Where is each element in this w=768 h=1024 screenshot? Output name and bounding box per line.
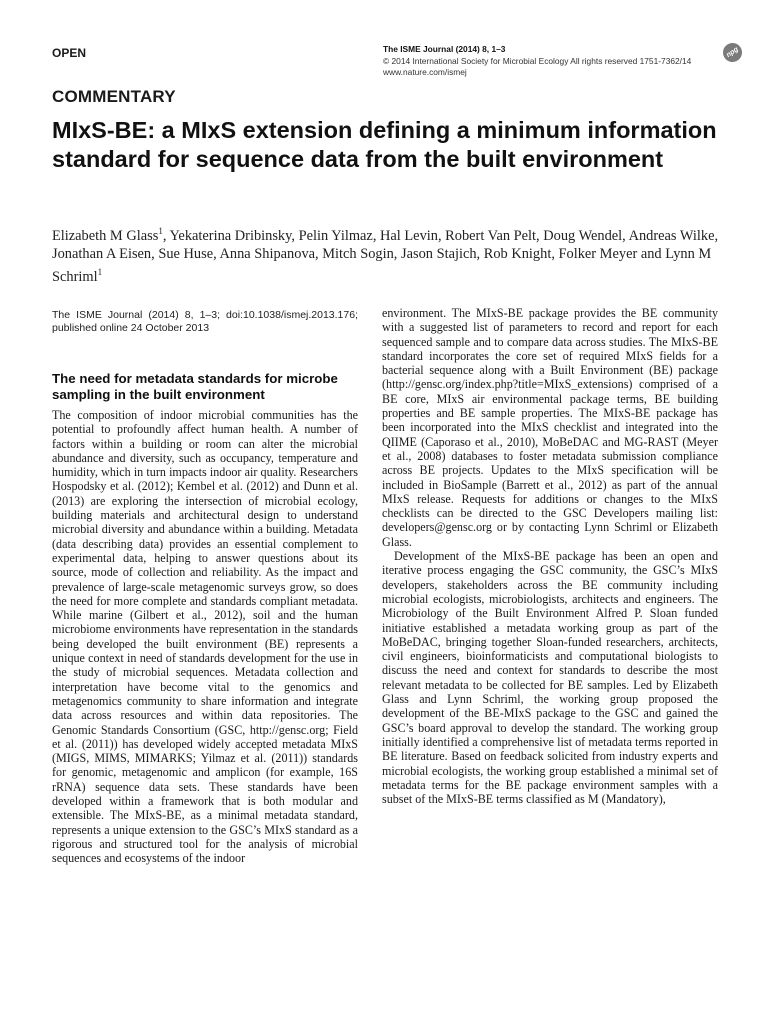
journal-header bbox=[383, 44, 713, 79]
author-name: Rob Knight bbox=[483, 245, 552, 262]
article-type: COMMENTARY bbox=[52, 87, 176, 106]
author-name: Andreas Wilke bbox=[628, 227, 715, 244]
body-paragraph: environment. The MIxS-BE package provides the BE community with a suggested list of parameters to record and report for each sequenced sample and to compare data across studies. The MIxS-BE standard incorporates the core set of required MIxS fields for a bacterial sequence along with a Built Environment (BE) package (http://gensc.org/index.php?title=MIxS_extensions) comprised of a BE core, MIxS air environmental package terms, BE building properties and BE sample properties. The MIxS-BE package has been incorporated into the MIxS checklist and integrated into the QIIME (Caporaso et al., 2010), MoBeDAC and MG-RAST (Meyer et al., 2008) databases to foster metadata submission compliance across BE projects. Updates to the MIxS specification will be included in BioSample (Barrett et al., 2012) as part of the annual MIxS release. Requests for additions or changes to the MIxS checklists can be directed to the GSC Developers mailing list: developers@gensc.org or by contacting Lynn Schriml or Elizabeth Glass. bbox=[382, 306, 718, 549]
author-name: Jonathan A Eisen bbox=[52, 245, 152, 262]
author-name: Robert Van Pelt bbox=[445, 227, 537, 244]
right-column bbox=[382, 306, 718, 806]
copyright-line: © 2014 International Society for Microbial Ecology All rights reserved 1751-7362/14 bbox=[383, 55, 692, 66]
author-name: Anna Shipanova bbox=[219, 245, 316, 262]
body-paragraph: The composition of indoor microbial communities has the potential to profoundly affect human health. A number of factors within a building or room can alter the microbial abundance and diversity, such as occupancy, temperature and humidity, which in turn impacts indoor air quality. Researchers Hospodsky et al. (2012); Kembel et al. (2012) and Dunn et al. (2013) are exploring the intersection of microbial ecology, building materials and architectural design to understand microbial diversity and abundance within a building. Metadata (data describing data) provides an essential complement to experimental data, helping to answer questions about its source, mode of collection and reliability. As the impact and prevalence of large-scale metagenomic surveys grow, so does the need for more complete and standards compliant metadata. While marine (Gilbert et al., 2012), soil and the human microbiome environments have representation in the standards being developed the built environment (BE) represents a unique context in need of standards development for the use in the study of microbial sequences. Metadata collection and interpretation have become vital to the genomics and metagenomics community to share information and integrate data across resources and within data repositories. The Genomic Standards Consortium (GSC, http://gensc.org; Field et al. (2011)) has developed widely accepted metadata MIxS (MIGS, MIMS, MIMARKS; Yilmaz et al. (2011)) standards for genomic, metagenomic and amplicon (for example, 16S rRNA) sequence data sets. These standards have been developed within a framework that is both modular and extensible. The MIxS-BE, as a minimal metadata standard, represents a unique extension to the GSC’s MIxS standard as a rigorous and structured tool for the analysis of microbial sequences and ecosystems of the indoor bbox=[52, 408, 358, 866]
author-name: Lynn M Schriml bbox=[52, 245, 712, 285]
author-list: Elizabeth M Glass$^1$, Yekaterina Dribinsky, Pelin Yilmaz, Hal Levin, Robert Van Pelt, Doug Wendel, Andreas Wilke, Jonathan A Eisen, Sue Huse, Anna Shipanova, Mitch Sogin, Jason Stajich, Rob Knight, Folker Meyer and Lynn M Schriml$^1$ bbox=[52, 226, 719, 285]
author-name: Pelin Yilmaz bbox=[298, 227, 373, 244]
npg-logo-icon: npg bbox=[719, 39, 745, 65]
section-heading: The need for metadata standards for microbe sampling in the built environment bbox=[52, 371, 338, 402]
affiliation-marker: 1 bbox=[97, 266, 103, 277]
affiliation-marker: 1 bbox=[158, 226, 163, 236]
author-name: Hal Levin bbox=[380, 227, 438, 244]
author-name: Mitch Sogin bbox=[322, 245, 394, 262]
left-column bbox=[52, 408, 358, 866]
author-name: Jason Stajich bbox=[401, 245, 477, 262]
journal-citation: The ISME Journal (2014) 8, 1–3 bbox=[383, 44, 506, 54]
author-name: Yekaterina Dribinsky bbox=[169, 227, 292, 244]
journal-url[interactable]: www.nature.com/ismej bbox=[383, 67, 467, 77]
article-title: MIxS-BE: a MIxS extension defining a minimum information standard for sequence data from the built environment bbox=[52, 117, 717, 172]
citation-line: The ISME Journal (2014) 8, 1–3; doi:10.1038/ismej.2013.176; published online 24 October 2013 bbox=[52, 309, 358, 334]
open-access-label: OPEN bbox=[52, 46, 87, 60]
author-name: Elizabeth M Glass bbox=[52, 227, 159, 244]
author-name: Doug Wendel bbox=[543, 227, 623, 244]
author-name: Folker Meyer bbox=[558, 245, 638, 262]
author-name: Sue Huse bbox=[158, 245, 214, 262]
body-paragraph: Development of the MIxS-BE package has been an open and iterative process engaging the GSC community, the GSC’s MIxS developers, stakeholders across the BE community including microbial ecologists, microbiologists, architects and engineers. The Microbiology of the Built Environment Alfred P. Sloan funded initiative established a metadata working group as part of the MoBeDAC, bringing together Sloan-funded researchers, architects, civil engineers, bioinformaticists and computational biologists to discuss the need and context for standards to describe the most relevant metadata to be collected for BE samples. Led by Elizabeth Glass and Lynn Schriml, the working group proposed the development of the BE-MIxS package to the GSC and gained the GSC’s board approval to develop the standard. The working group initially identified a comprehensive list of metadata terms reported in BE literature. Based on feedback solicited from industry experts and microbial ecologists, the working group established a minimal set of metadata terms for the BE package environment samples with a subset of the MIxS-BE terms classified as M (Mandatory), bbox=[382, 549, 718, 807]
